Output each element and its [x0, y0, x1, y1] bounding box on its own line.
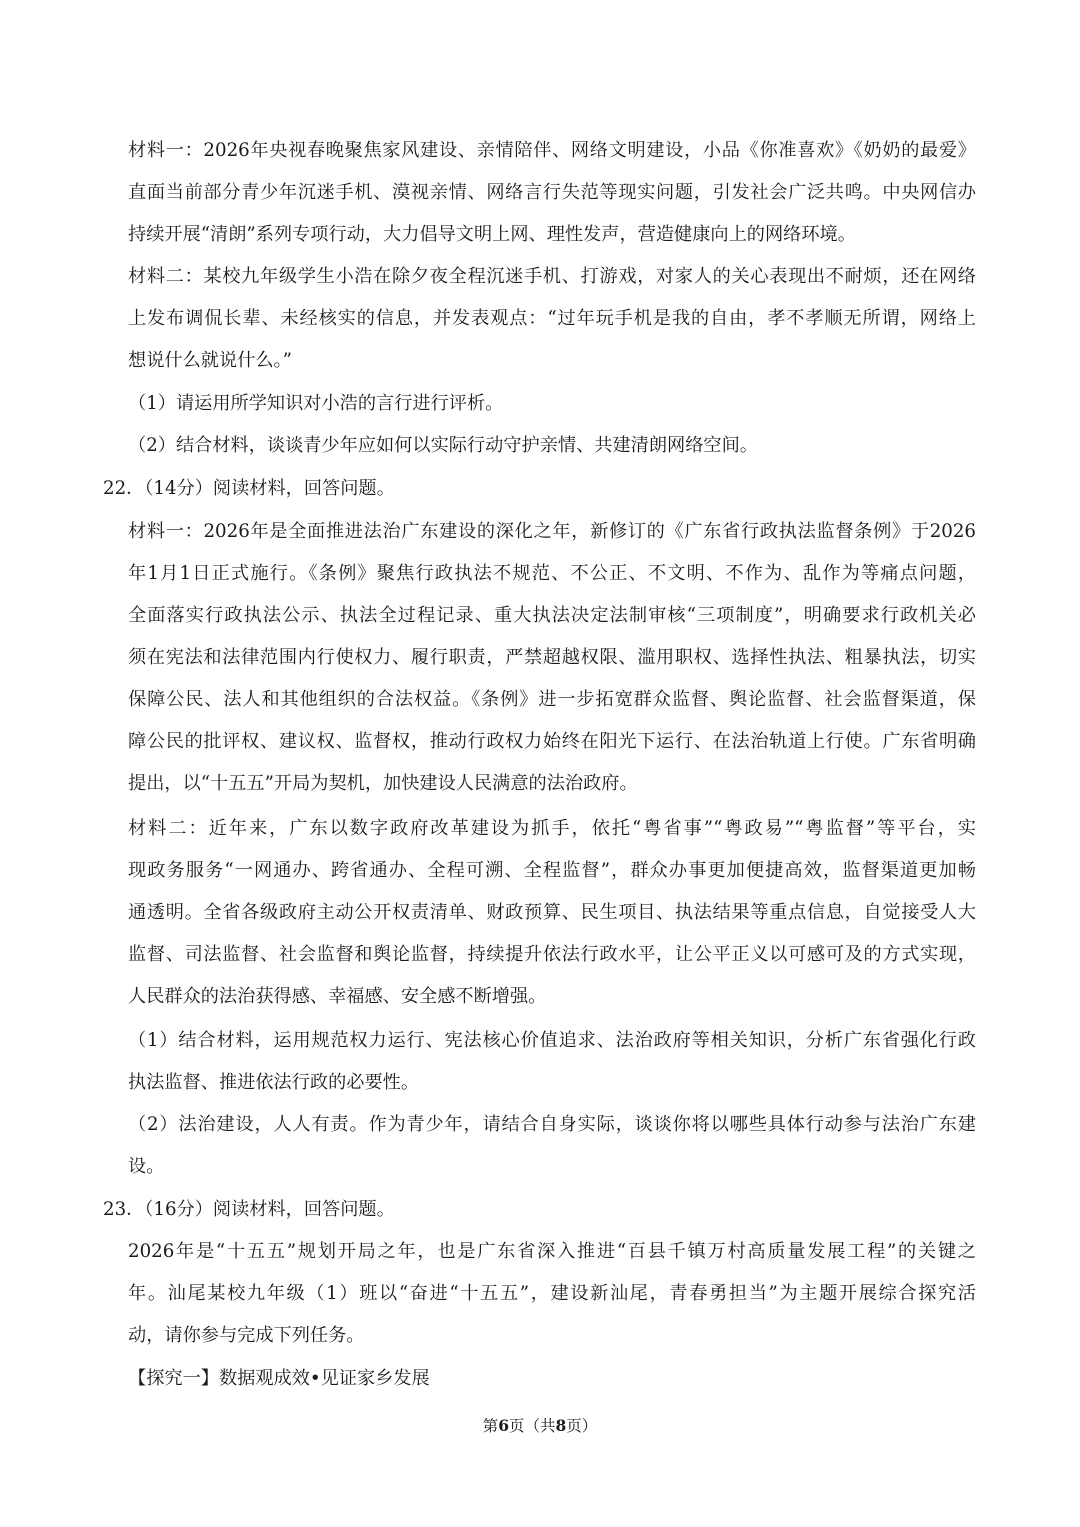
paragraph-line: 设。: [128, 1156, 165, 1177]
paragraph-line: 监督、司法监督、社会监督和舆论监督，持续提升依法行政水平，让公平正义以可感可及的方式实现，: [128, 944, 976, 965]
q22-heading: [103, 468, 976, 510]
paragraph-line: 通透明。全省各级政府主动公开权责清单、财政预算、民生项目、执法结果等重点信息，自觉接受人大: [128, 902, 976, 923]
footer-prefix: 第: [482, 1417, 499, 1435]
paragraph-line: 提出，以“十五五”开局为契机，加快建设人民满意的法治政府。: [128, 773, 638, 794]
footer-suffix: 页）: [566, 1417, 598, 1435]
paragraph-line: 材料一：2026年央视春晚聚焦家风建设、亲情陪伴、网络文明建设，小品《你准喜欢》《奶奶的最爱》: [128, 140, 976, 161]
paragraph-line: （1）结合材料，运用规范权力运行、宪法核心价值追求、法治政府等相关知识，分析广东省强化行政: [128, 1030, 976, 1051]
paragraph-line: 执法监督、推进依法行政的必要性。: [128, 1072, 420, 1093]
q22-material-one: [128, 511, 976, 805]
paragraph-line: 材料二：近年来，广东以数字政府改革建设为抓手，依托“粤省事”“粤政易”“粤监督”等平台，实: [128, 818, 976, 839]
paragraph-line: 想说什么就说什么。”: [128, 350, 292, 371]
paragraph-line: 保障公民、法人和其他组织的合法权益。《条例》进一步拓宽群众监督、舆论监督、社会监督渠道，保: [128, 689, 976, 710]
question-heading: 22．（14分）阅读材料，回答问题。: [103, 478, 395, 499]
subquestion-text: （1）请运用所学知识对小浩的言行进行评析。: [128, 393, 504, 414]
paragraph-line: （2）法治建设，人人有责。作为青少年，请结合自身实际，谈谈你将以哪些具体行动参与法治广东建: [128, 1114, 976, 1135]
total-pages: 8: [555, 1416, 567, 1435]
paragraph-line: 人民群众的法治获得感、幸福感、安全感不断增强。: [128, 986, 547, 1007]
q21-material-one: [128, 130, 976, 256]
section-heading: 【探究一】数据观成效•见证家乡发展: [128, 1368, 430, 1389]
paragraph-line: 年。汕尾某校九年级（1）班以“奋进“十五五”，建设新汕尾，青春勇担当”为主题开展综合探究活: [128, 1283, 976, 1304]
q23-explore-one: [128, 1358, 976, 1400]
paragraph-line: 2026年是“十五五”规划开局之年，也是广东省深入推进“百县千镇万村高质量发展工程”的关键之: [128, 1241, 976, 1262]
paragraph-line: 须在宪法和法律范围内行使权力、履行职责，严禁超越权限、滥用职权、选择性执法、粗暴执法，切实: [128, 647, 976, 668]
q23-intro: [128, 1231, 976, 1357]
paragraph-line: 全面落实行政执法公示、执法全过程记录、重大执法决定法制审核“三项制度”，明确要求行政机关必: [128, 605, 976, 626]
question-heading: 23．（16分）阅读材料，回答问题。: [103, 1199, 395, 1220]
q22-subquestion-1: [128, 1020, 976, 1104]
page-footer: [0, 1414, 1080, 1438]
page-number: 6: [498, 1416, 509, 1435]
footer-mid: 页（共: [508, 1417, 556, 1435]
paragraph-line: 障公民的批评权、建议权、监督权，推动行政权力始终在阳光下运行、在法治轨道上行使。广东省明确: [128, 731, 976, 752]
paragraph-line: 动，请你参与完成下列任务。: [128, 1325, 365, 1346]
paragraph-line: 直面当前部分青少年沉迷手机、漠视亲情、网络言行失范等现实问题，引发社会广泛共鸣。中央网信办: [128, 182, 976, 203]
paragraph-line: 材料一：2026年是全面推进法治广东建设的深化之年，新修订的《广东省行政执法监督条例》于2026: [128, 521, 976, 542]
q21-subquestion-1: [128, 383, 976, 425]
paragraph-line: 持续开展“清朗”系列专项行动，大力倡导文明上网、理性发声，营造健康向上的网络环境。: [128, 224, 856, 245]
q21-subquestion-2: [128, 425, 976, 467]
paragraph-line: 年1月1日正式施行。《条例》聚焦行政执法不规范、不公正、不文明、不作为、乱作为等痛点问题，: [128, 563, 976, 584]
q22-subquestion-2: [128, 1104, 976, 1188]
paragraph-line: 现政务服务“一网通办、跨省通办、全程可溯、全程监督”，群众办事更加便捷高效，监督渠道更加畅: [128, 860, 976, 881]
subquestion-text: （2）结合材料，谈谈青少年应如何以实际行动守护亲情、共建清朗网络空间。: [128, 435, 758, 456]
paragraph-line: 材料二：某校九年级学生小浩在除夕夜全程沉迷手机、打游戏，对家人的关心表现出不耐烦，还在网络: [128, 266, 976, 287]
paragraph-line: 上发布调侃长辈、未经核实的信息，并发表观点：“过年玩手机是我的自由，孝不孝顺无所谓，网络上: [128, 308, 976, 329]
q23-heading: [103, 1189, 976, 1231]
q22-material-two: [128, 808, 976, 1018]
q21-material-two: [128, 256, 976, 382]
